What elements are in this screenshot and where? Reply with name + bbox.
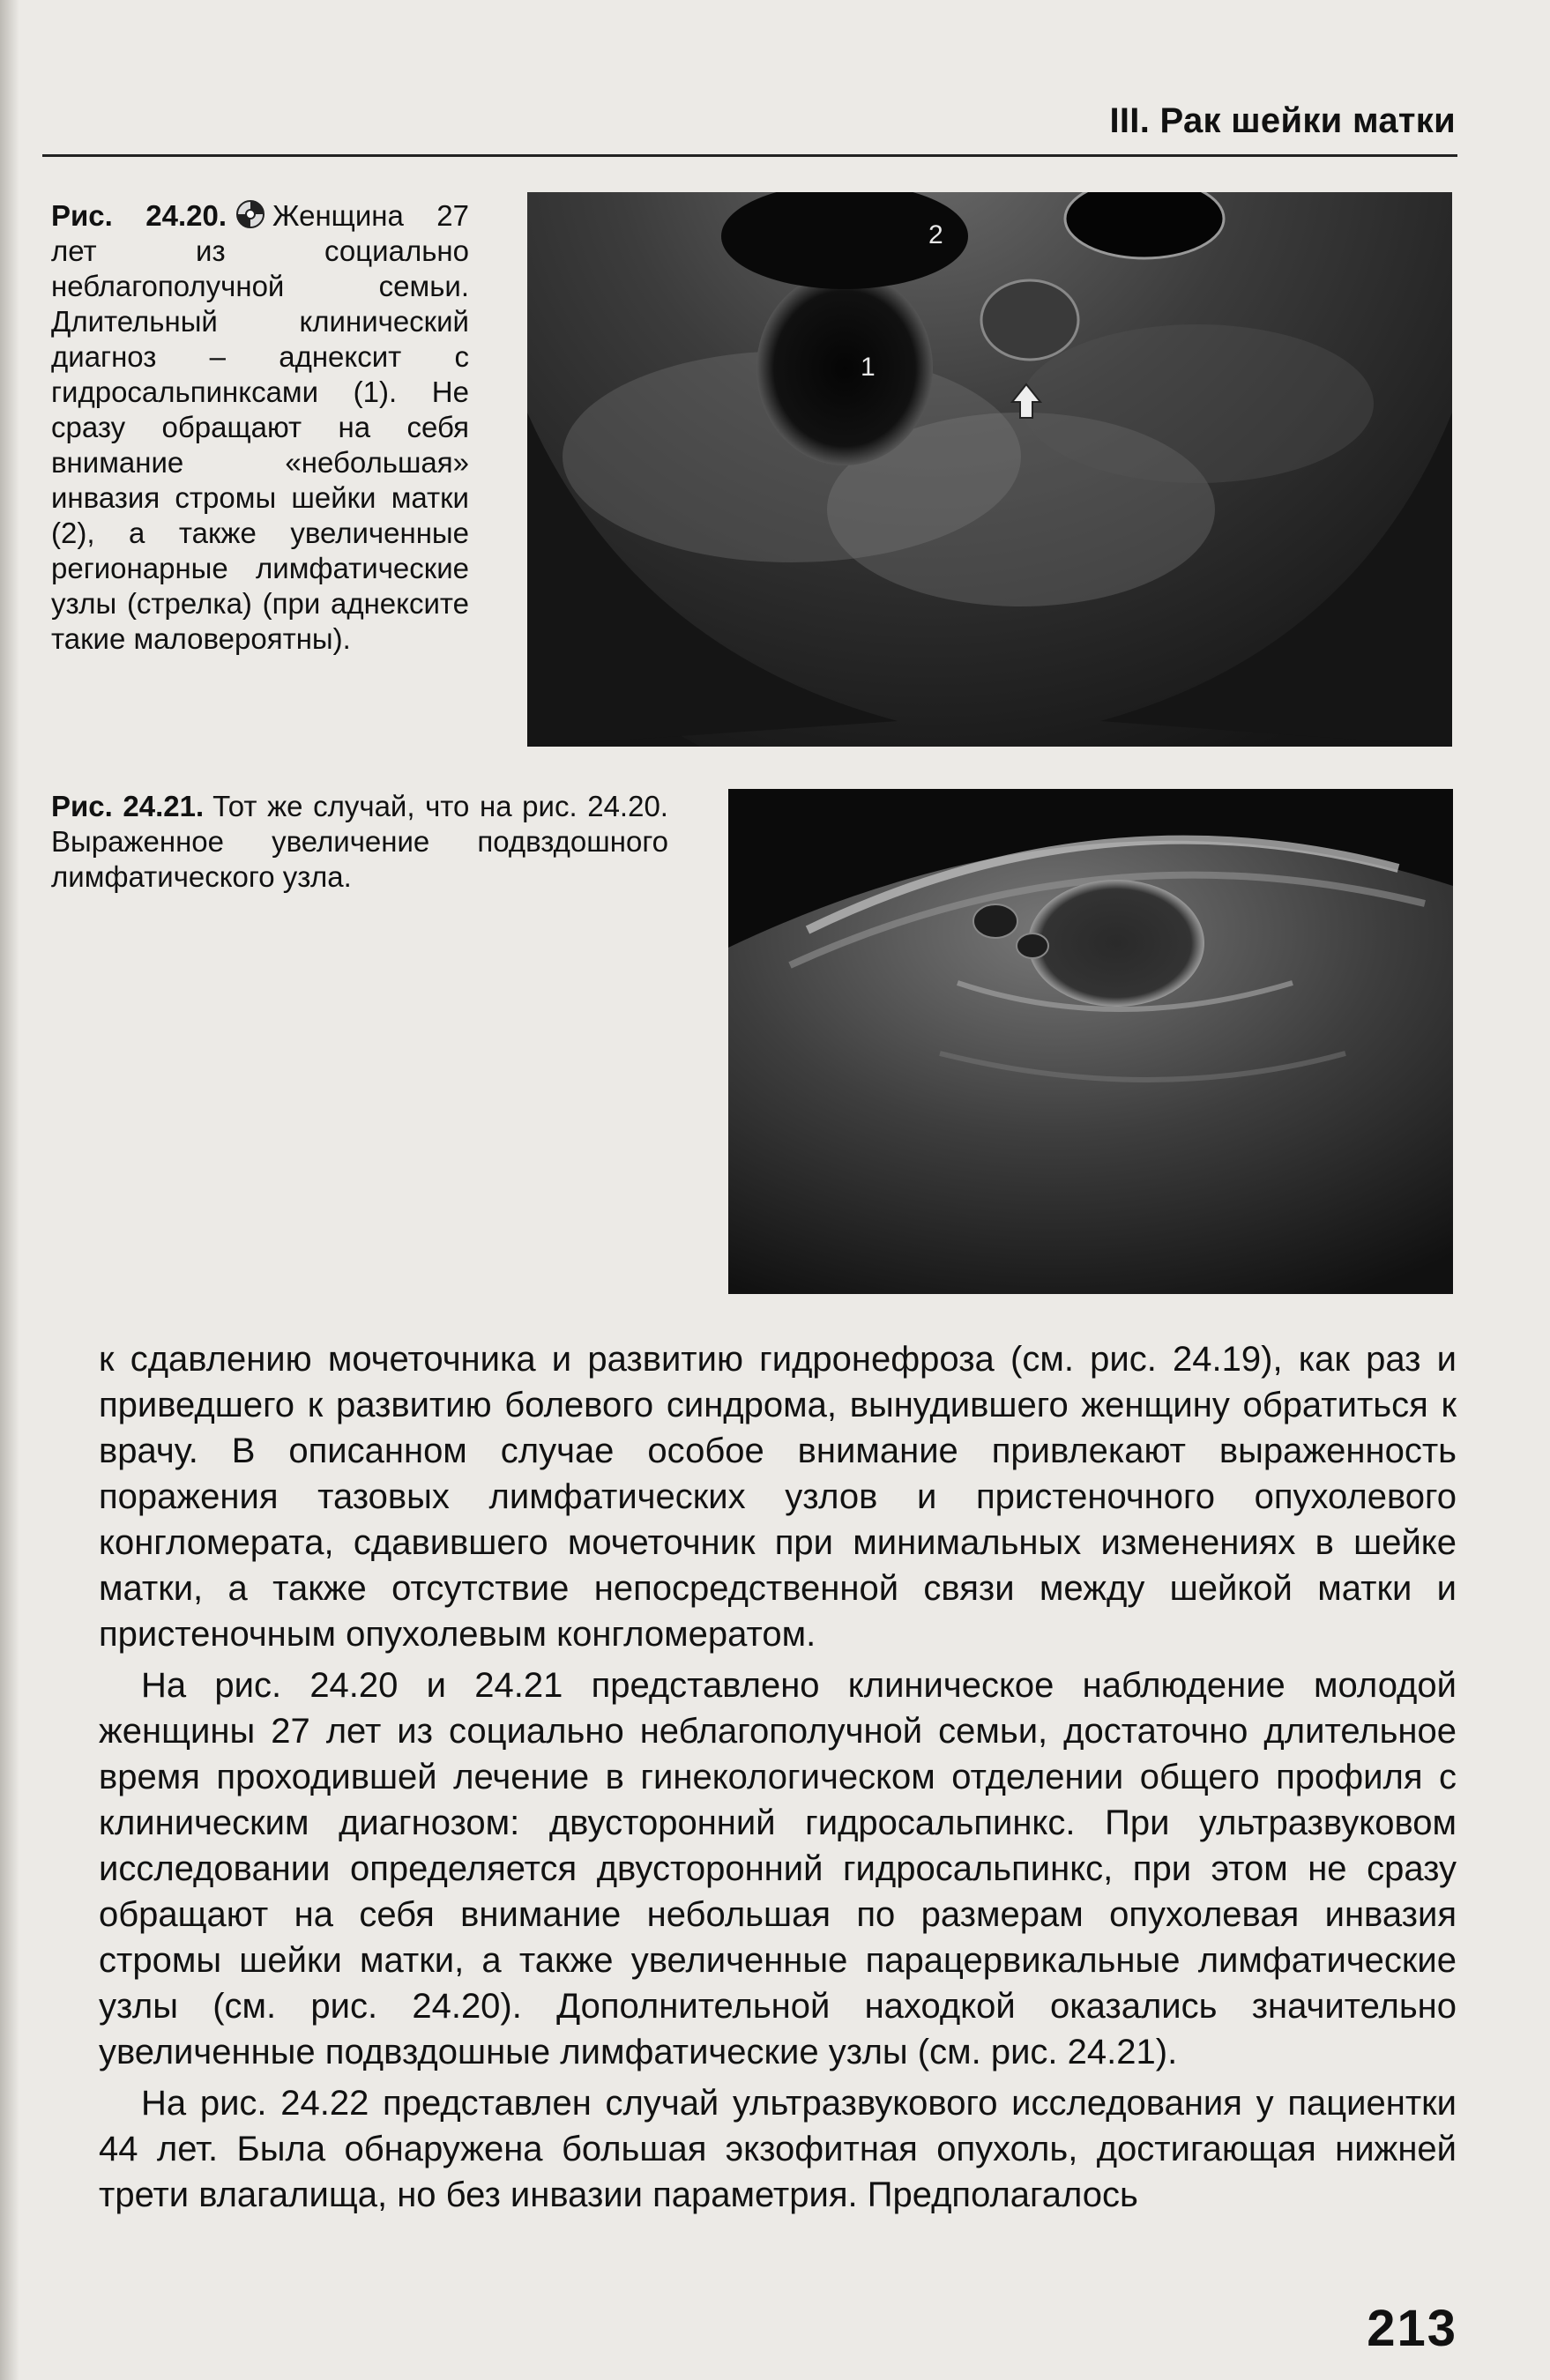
figure-caption-text: Женщина 27 лет из социально неблагополучной семьи. Длительный клинический диагноз – аднексит с гидросальпинксами (1). Не сразу обращают на себя внимание «небольшая» инвазия стромы шейки матки (2), а также увеличенные регионарные лимфатические узлы (стрелка) (при аднексите такие маловероятны). <box>51 199 469 655</box>
body-text <box>99 1336 1457 2218</box>
header-title: III. Рак шейки матки <box>1109 101 1456 140</box>
page-number: 213 <box>1367 2300 1457 2357</box>
running-header <box>42 93 1457 157</box>
page-binding-shadow <box>0 0 19 2380</box>
figure-caption-text: Тот же случай, что на рис. 24.20. Выраженное увеличение подвздошного лимфатического узла. <box>51 790 668 893</box>
paragraph: к сдавлению мочеточника и развитию гидронефроза (см. рис. 24.19), как раз и приведшего к развитию болевого синдрома, вынудившего женщину обратиться к врачу. В описанном случае особое внимание привлекают выраженность поражения тазовых лимфатических узлов и пристеночного опухолевого конгломерата, сдавившего мочеточник при минимальных изменениях в шейке матки, а также отсутствие непосредственной связи между шейкой матки и пристеночным опухолевым конгломератом. <box>99 1340 1457 1654</box>
marker-1: 1 <box>861 353 876 382</box>
ultrasound-image-24-21 <box>728 789 1453 1294</box>
figure-label: Рис. 24.20. <box>51 199 227 232</box>
figure-caption-24-21 <box>51 789 668 895</box>
figure-label: Рис. 24.21. <box>51 790 205 822</box>
ultrasound-image-24-20 <box>527 192 1452 747</box>
paragraph: На рис. 24.22 представлен случай ультразвукового исследования у пациентки 44 лет. Была обнаружена большая экзофитная опухоль, достигающая нижней трети влагалища, но без инвазии параметрия. Предполагалось <box>99 2084 1457 2214</box>
paragraph: На рис. 24.20 и 24.21 представлено клиническое наблюдение молодой женщины 27 лет из социально неблагополучной семьи, достаточно длительное время проходившей лечение в гинекологическом отделении общего профиля с клиническим диагнозом: двусторонний гидросальпинкс. При ультразвуковом исследовании определяется двусторонний гидросальпинкс, при этом не сразу обращают на себя внимание небольшая по размерам опухолевая инвазия стромы шейки матки, а также увеличенные парацервикальные лимфатические узлы (см. рис. 24.20). Дополнительной находкой оказались значительно увеличенные подвздошные лимфатические узлы (см. рис. 24.21). <box>99 1666 1457 2071</box>
cd-disc-icon <box>235 199 265 229</box>
marker-2: 2 <box>928 220 943 249</box>
figure-caption-24-20 <box>51 198 469 657</box>
